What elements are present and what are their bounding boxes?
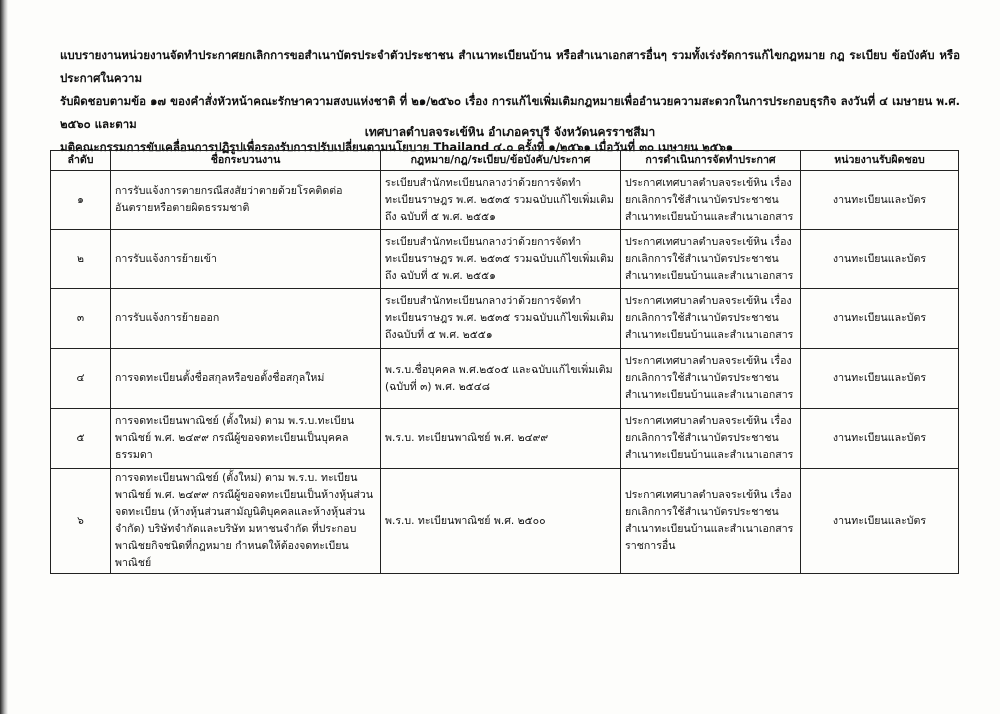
row-unit: งานทะเบียนและบัตร — [801, 349, 959, 409]
table-row — [51, 171, 959, 230]
row-process: การจดทะเบียนพาณิชย์ (ตั้งใหม่) ตาม พ.ร.บ.ทะเบียนพาณิชย์ พ.ศ. ๒๔๙๙ กรณีผู้ขอจดทะเบียนเป็นบุคคลธรรมดา — [111, 409, 381, 469]
row-action: ประกาศเทศบาลตำบลจระเข้หิน เรื่อง ยกเลิกการใช้สำเนาบัตรประชาชน สำเนาทะเบียนบ้านและสำเนาเอกสาร — [621, 230, 801, 289]
row-no: ๔ — [51, 349, 111, 409]
col-header-no: ลำดับ — [51, 151, 111, 171]
row-process: การจดทะเบียนพาณิชย์ (ตั้งใหม่) ตาม พ.ร.บ. ทะเบียนพาณิชย์ พ.ศ. ๒๔๙๙ กรณีผู้ขอจดทะเบียนเป็นห้างหุ้นส่วนจดทะเบียน (ห้างหุ้นส่วนสามัญนิติบุคคลและห้างหุ้นส่วนจำกัด) บริษัทจำกัดและบริษัท มหาชนจำกัด ที่ประกอบพาณิชยกิจชนิดที่กฎหมาย กำหนดให้ต้องจดทะเบียนพาณิชย์ — [111, 469, 381, 574]
row-unit: งานทะเบียนและบัตร — [801, 230, 959, 289]
table-row — [51, 289, 959, 349]
row-no: ๒ — [51, 230, 111, 289]
row-action: ประกาศเทศบาลตำบลจระเข้หิน เรื่อง ยกเลิกการใช้สำเนาบัตรประชาชน สำเนาทะเบียนบ้านและสำเนาเอกสาร — [621, 171, 801, 230]
header-line-1: แบบรายงานหน่วยงานจัดทำประกาศยกเลิกการขอสำเนาบัตรประจำตัวประชาชน สำเนาทะเบียนบ้าน หรือสำเนาเอกสารอื่นๆ รวมทั้งเร่งรัดการแก้ไขกฎหมาย กฎ ระเบียบ ข้อบังคับ หรือประกาศในความ — [60, 48, 960, 85]
row-law: พ.ร.บ.ชื่อบุคคล พ.ศ.๒๕๐๕ และฉบับแก้ไขเพิ่มเติม (ฉบับที่ ๓) พ.ศ. ๒๕๔๘ — [381, 349, 621, 409]
header-line-3: มติคณะกรรมการขับเคลื่อนการปฏิรูปเพื่อรองรับการปรับเปลี่ยนตามนโยบาย Thailand ๔.๐ ครั้งที่ ๑/๒๕๖๑ เมื่อวันที่ ๓๐ เมษายน ๒๕๖๑ — [60, 140, 734, 154]
row-no: ๖ — [51, 469, 111, 574]
row-no: ๑ — [51, 171, 111, 230]
header-line-2: รับผิดชอบตามข้อ ๑๗ ของคำสั่งหัวหน้าคณะรักษาความสงบแห่งชาติ ที่ ๒๑/๒๕๖๐ เรื่อง การแก้ไขเพิ่มเติมกฎหมายเพื่ออำนวยความสะดวกในการประกอบธุรกิจ ลงวันที่ ๔ เมษายน พ.ศ. ๒๕๖๐ และตาม — [60, 94, 960, 131]
row-action: ประกาศเทศบาลตำบลจระเข้หิน เรื่อง ยกเลิกการใช้สำเนาบัตรประชาชน สำเนาทะเบียนบ้านและสำเนาเอกสาร — [621, 289, 801, 349]
col-header-unit: หน่วยงานรับผิดชอบ — [801, 151, 959, 171]
row-action: ประกาศเทศบาลตำบลจระเข้หิน เรื่อง ยกเลิกการใช้สำเนาบัตรประชาชน สำเนาทะเบียนบ้านและสำเนาเอกสาร — [621, 349, 801, 409]
report-table — [50, 150, 959, 574]
row-law: พ.ร.บ. ทะเบียนพาณิชย์ พ.ศ. ๒๔๙๙ — [381, 409, 621, 469]
table-row — [51, 230, 959, 289]
col-header-process: ชื่อกระบวนงาน — [111, 151, 381, 171]
col-header-law: กฎหมาย/กฎ/ระเบียบ/ข้อบังคับ/ประกาศ — [381, 151, 621, 171]
row-law: ระเบียบสำนักทะเบียนกลางว่าด้วยการจัดทำทะเบียนราษฎร พ.ศ. ๒๕๓๕ รวมฉบับแก้ไขเพิ่มเติมถึงฉบับที่ ๕ พ.ศ. ๒๕๕๑ — [381, 289, 621, 349]
scan-page-edge — [0, 0, 8, 714]
table-header-row — [51, 151, 959, 171]
row-process: การรับแจ้งการย้ายออก — [111, 289, 381, 349]
row-action: ประกาศเทศบาลตำบลจระเข้หิน เรื่อง ยกเลิกการใช้สำเนาบัตรประชาชน สำเนาทะเบียนบ้านและสำเนาเอกสาร ราชการอื่น — [621, 469, 801, 574]
row-unit: งานทะเบียนและบัตร — [801, 469, 959, 574]
row-law: พ.ร.บ. ทะเบียนพาณิชย์ พ.ศ. ๒๕๐๐ — [381, 469, 621, 574]
row-process: การจดทะเบียนตั้งชื่อสกุลหรือขอตั้งชื่อสกุลใหม่ — [111, 349, 381, 409]
row-unit: งานทะเบียนและบัตร — [801, 171, 959, 230]
row-process: การรับแจ้งการตายกรณีสงสัยว่าตายด้วยโรคติดต่ออันตรายหรือตายผิดธรรมชาติ — [111, 171, 381, 230]
row-law: ระเบียบสำนักทะเบียนกลางว่าด้วยการจัดทำทะเบียนราษฎร พ.ศ. ๒๕๓๕ รวมฉบับแก้ไขเพิ่มเติมถึง ฉบับที่ ๕ พ.ศ. ๒๕๕๑ — [381, 230, 621, 289]
col-header-action: การดำเนินการจัดทำประกาศ — [621, 151, 801, 171]
row-process: การรับแจ้งการย้ายเข้า — [111, 230, 381, 289]
table-row — [51, 349, 959, 409]
row-action: ประกาศเทศบาลตำบลจระเข้หิน เรื่อง ยกเลิกการใช้สำเนาบัตรประชาชน สำเนาทะเบียนบ้านและสำเนาเอกสาร — [621, 409, 801, 469]
table-row — [51, 409, 959, 469]
row-unit: งานทะเบียนและบัตร — [801, 409, 959, 469]
agency-subtitle: เทศบาลตำบลจระเข้หิน อำเภอครบุรี จังหวัดนครราชสีมา — [364, 125, 656, 139]
row-law: ระเบียบสำนักทะเบียนกลางว่าด้วยการจัดทำทะเบียนราษฎร พ.ศ. ๒๕๓๕ รวมฉบับแก้ไขเพิ่มเติมถึง ฉบับที่ ๕ พ.ศ. ๒๕๕๑ — [381, 171, 621, 230]
row-no: ๕ — [51, 409, 111, 469]
row-no: ๓ — [51, 289, 111, 349]
table-row — [51, 469, 959, 574]
row-unit: งานทะเบียนและบัตร — [801, 289, 959, 349]
